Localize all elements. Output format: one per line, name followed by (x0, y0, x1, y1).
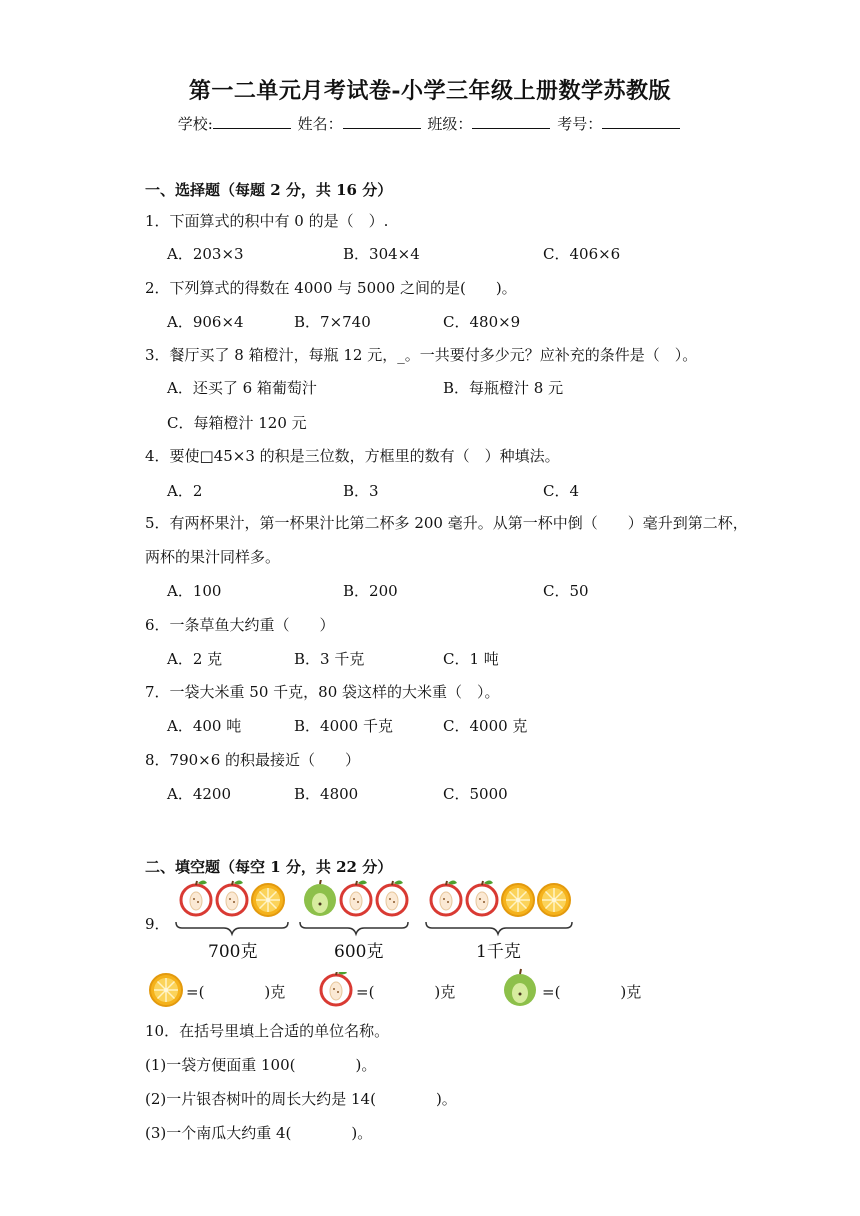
number-blank[interactable] (602, 114, 680, 129)
school-label: 学校: (177, 115, 213, 133)
q6-option-c[interactable]: C．1 吨 (443, 650, 499, 668)
group2-weight-label: 600克 (334, 942, 384, 962)
group3-weight-label: 1千克 (476, 942, 521, 962)
q3-option-a[interactable]: A．还买了 6 箱葡萄汁 (167, 379, 317, 397)
q2-text: 2．下列算式的得数在 4000 与 5000 之间的是( )。 (145, 279, 517, 297)
apple-icon (377, 881, 407, 916)
q8-text: 8．790×6 的积最接近（ ） (145, 751, 361, 769)
brace-group2 (300, 922, 408, 934)
q3-option-b[interactable]: B．每瓶橙汁 8 元 (443, 379, 564, 397)
class-label: 班级： (427, 115, 473, 133)
brace-group3 (426, 922, 572, 934)
q6-option-b[interactable]: B．3 千克 (294, 650, 365, 668)
class-blank[interactable] (472, 114, 550, 129)
q10-sub2: (2)一片银杏树叶的周长大约是 14( )。 (145, 1090, 457, 1108)
q3-text: 3．餐厅买了 8 箱橙汁，每瓶 12 元，_。一共要付多少元？应补充的条件是（ ）。 (145, 346, 698, 364)
name-blank[interactable] (343, 114, 421, 129)
q7-option-a[interactable]: A．400 吨 (167, 717, 242, 735)
q4-option-b[interactable]: B．3 (343, 482, 379, 500)
orange-icon (148, 972, 188, 1008)
orange-icon (502, 884, 534, 916)
pear-weight-blank[interactable]: =( )克 (542, 983, 642, 1001)
pear-icon (304, 880, 336, 916)
q8-option-a[interactable]: A．4200 (167, 785, 232, 803)
apple-icon (181, 881, 211, 916)
q1-option-c[interactable]: C．406×6 (543, 245, 621, 263)
q10-sub1: (1)一袋方便面重 100( )。 (145, 1056, 377, 1074)
q6-text: 6．一条草鱼大约重（ ） (145, 616, 335, 634)
section1-heading: 一、选择题（每题 2 分，共 16 分） (145, 181, 393, 199)
q5-option-c[interactable]: C．50 (543, 582, 589, 600)
q1-text: 1．下面算式的积中有 0 的是（ ）. (145, 212, 389, 230)
q2-option-a[interactable]: A．906×4 (167, 313, 244, 331)
apple-icon (341, 881, 371, 916)
q1-option-b[interactable]: B．304×4 (343, 245, 420, 263)
orange-icon (252, 884, 284, 916)
q3-option-c[interactable]: C．每箱橙汁 120 元 (167, 414, 307, 432)
q10-text: 10．在括号里填上合适的单位名称。 (145, 1022, 390, 1040)
q5-text: 5．有两杯果汁，第一杯果汁比第二杯多 200 毫升。从第一杯中倒（ ）毫升到第二杯， (145, 514, 748, 532)
brace-group1 (176, 922, 288, 934)
q5-option-b[interactable]: B．200 (343, 582, 398, 600)
q8-option-b[interactable]: B．4800 (294, 785, 359, 803)
q7-option-b[interactable]: B．4000 千克 (294, 717, 393, 735)
q7-text: 7．一袋大米重 50 千克，80 袋这样的大米重（ ）。 (145, 683, 500, 701)
q9-number: 9． (145, 915, 170, 933)
q4-option-a[interactable]: A．2 (167, 482, 203, 500)
apple-icon (467, 881, 497, 916)
number-label: 考号： (557, 115, 603, 133)
q10-sub3: (3)一个南瓜大约重 4( )。 (145, 1124, 373, 1142)
student-info-line (0, 113, 860, 134)
apple-weight-blank[interactable]: =( )克 (356, 983, 456, 1001)
q7-option-c[interactable]: C．4000 克 (443, 717, 528, 735)
q2-option-b[interactable]: B．7×740 (294, 313, 371, 331)
apple-icon (316, 972, 356, 1008)
apple-icon (431, 881, 461, 916)
section2-heading: 二、填空题（每空 1 分，共 22 分） (145, 858, 393, 876)
q4-text: 4．要使□45×3 的积是三位数，方框里的数有（ ）种填法。 (145, 447, 560, 465)
school-blank[interactable] (213, 114, 291, 129)
pear-icon (500, 968, 544, 1008)
name-label: 姓名： (297, 115, 343, 133)
q1-option-a[interactable]: A．203×3 (167, 245, 244, 263)
orange-weight-blank[interactable]: =( )克 (186, 983, 286, 1001)
q4-option-c[interactable]: C．4 (543, 482, 580, 500)
q8-option-c[interactable]: C．5000 (443, 785, 508, 803)
q5-option-a[interactable]: A．100 (167, 582, 222, 600)
orange-icon (538, 884, 570, 916)
q2-option-c[interactable]: C．480×9 (443, 313, 521, 331)
q5-text-continued: 两杯的果汁同样多。 (145, 548, 281, 566)
page-title: 第一二单元月考试卷-小学三年级上册数学苏教版 (188, 78, 672, 104)
apple-icon (217, 881, 247, 916)
q6-option-a[interactable]: A．2 克 (167, 650, 223, 668)
group1-weight-label: 700克 (208, 942, 258, 962)
